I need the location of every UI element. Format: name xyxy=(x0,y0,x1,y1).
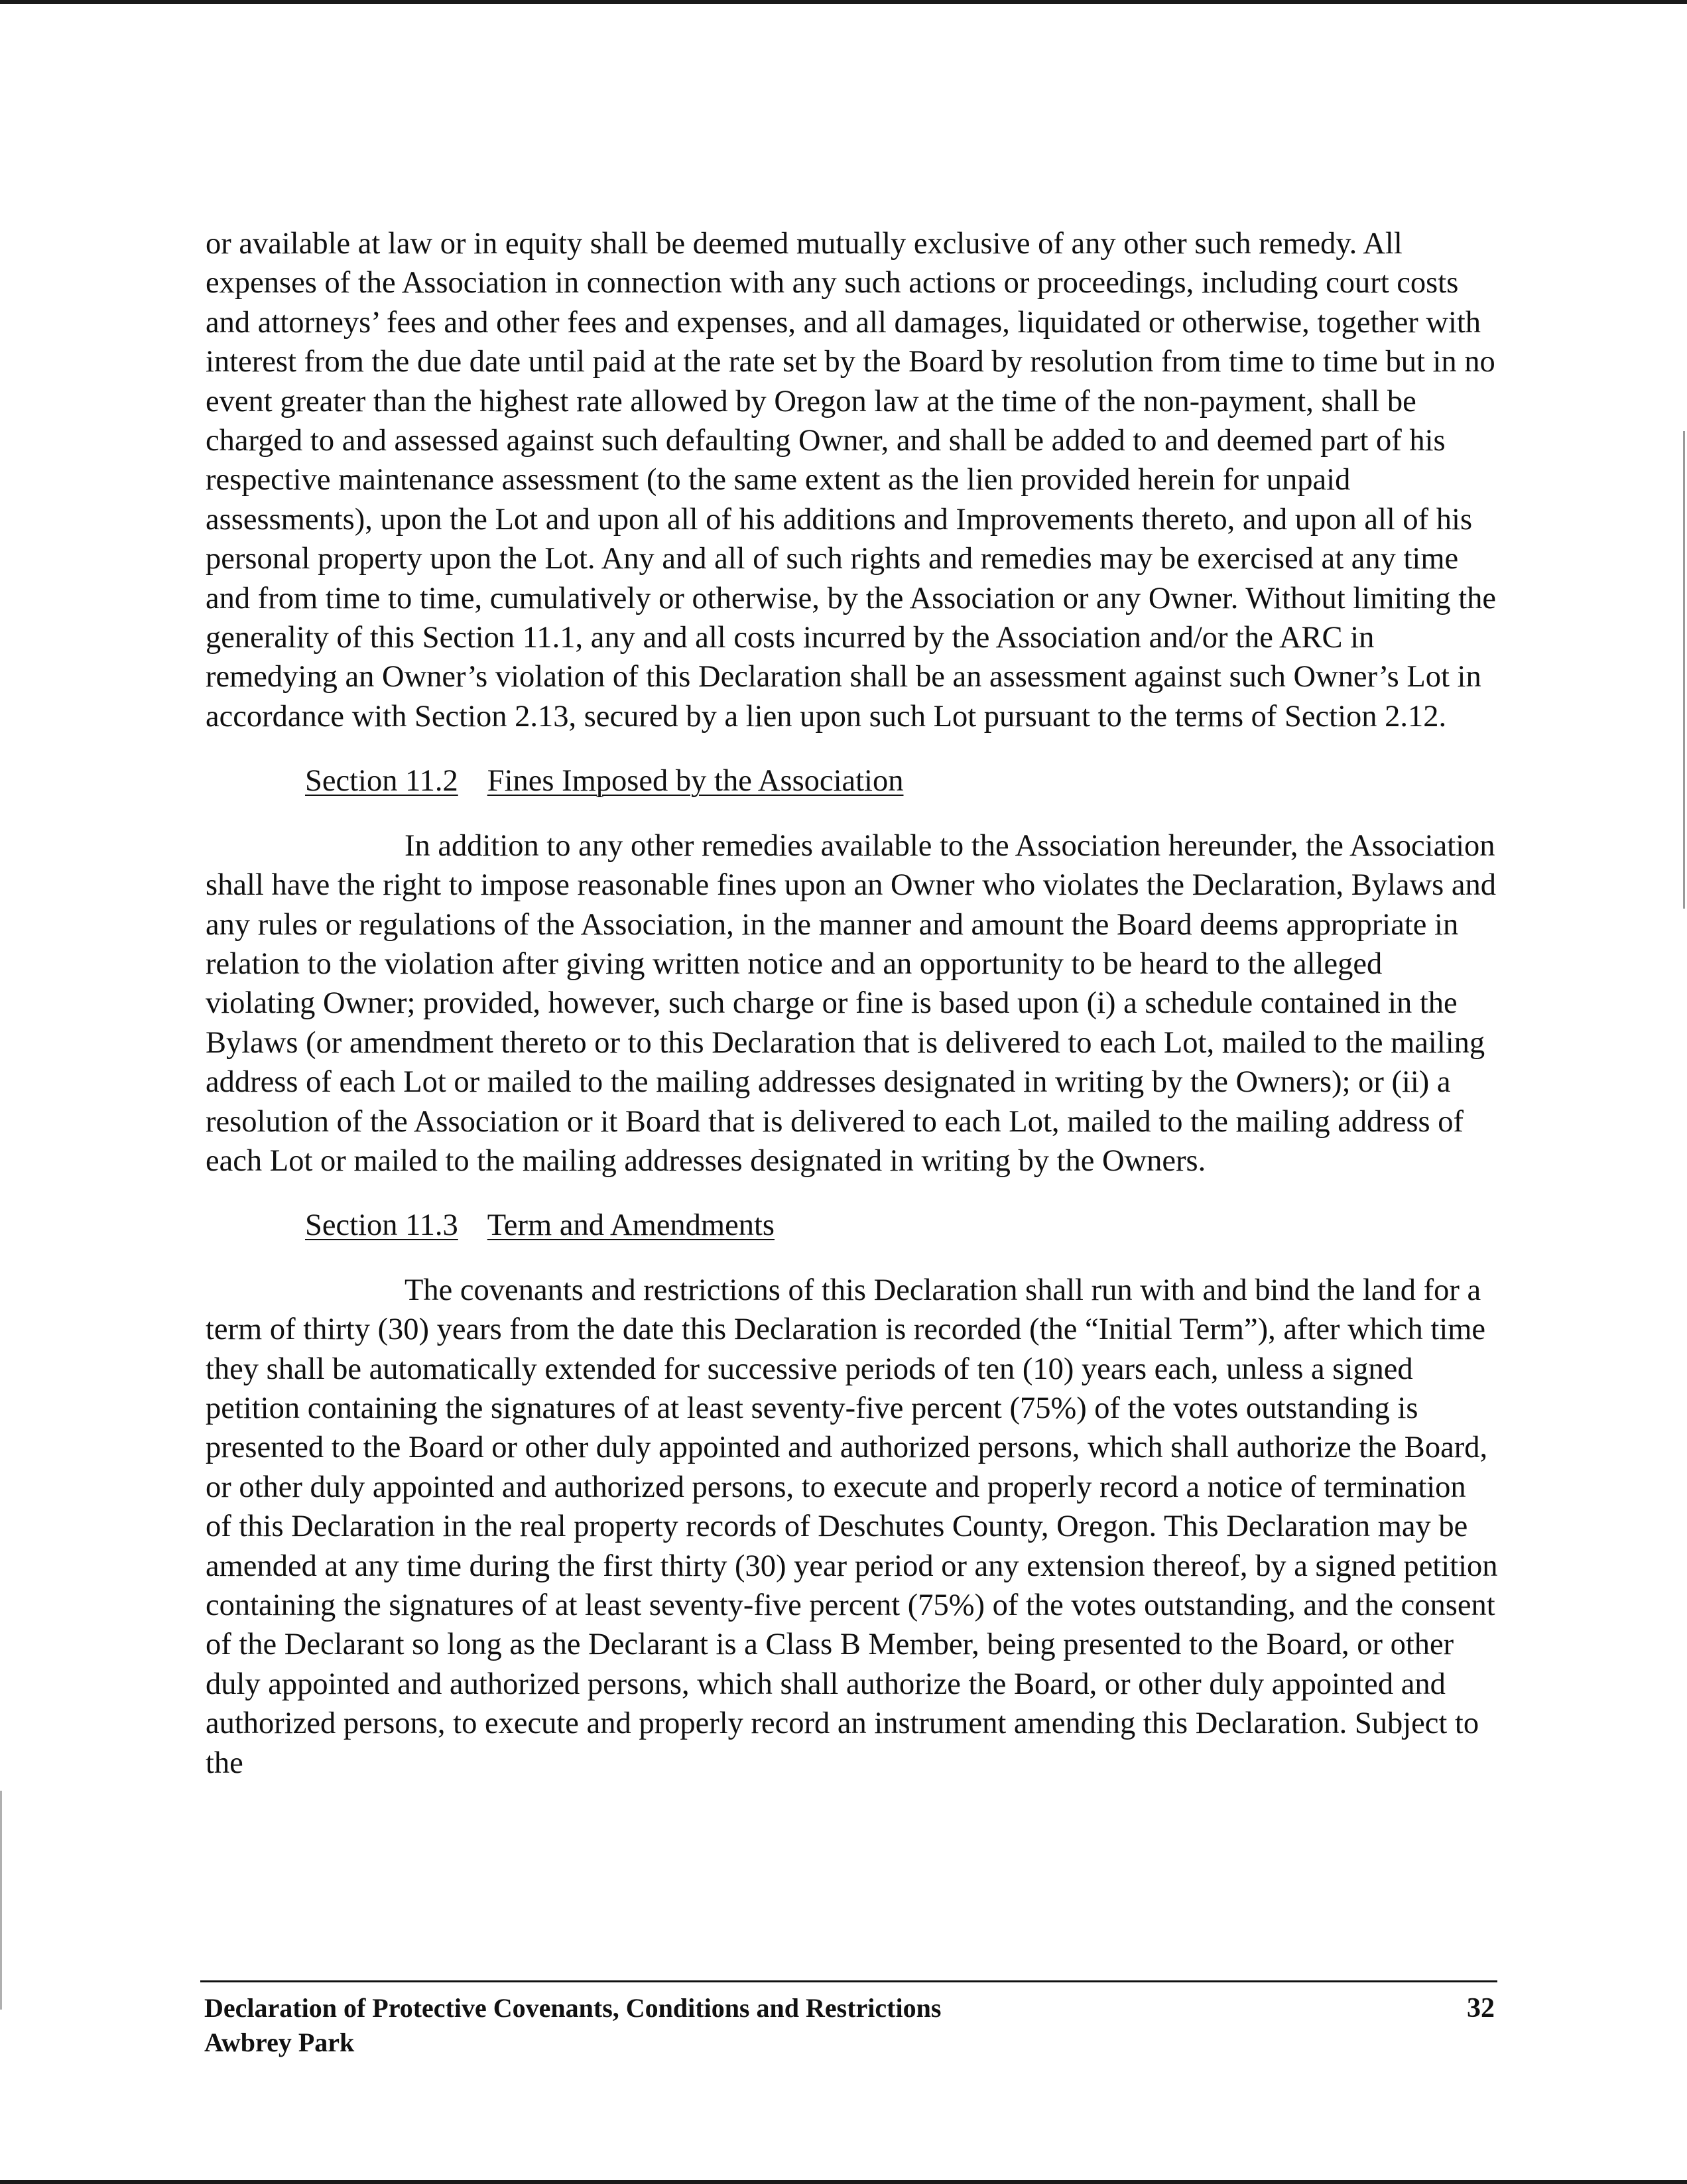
section-heading-11-3 xyxy=(305,1206,1499,1245)
paragraph-term-amendments: The covenants and restrictions of this Declaration shall run with and bind the land for a term of thirty (30) years from the date this Declaration is recorded (the “Initial Term”), after which time they shall be automatically extended for successive periods of ten (10) years each, unless a signed petition containing the signatures of at least seventy-five percent (75%) of the votes outstanding is presented to the Board or other duly appointed and authorized persons, which shall authorize the Board, or other duly appointed and authorized persons, to execute and properly record a notice of termination of this Declaration in the real property records of Deschutes County, Oregon. This Declaration may be amended at any time during the first thirty (30) year period or any extension thereof, by a signed petition containing the signatures of at least seventy-five percent (75%) of the votes outstanding, and the consent of the Declarant so long as the Declarant is a Class B Member, being presented to the Board, or other duly appointed and authorized persons, which shall authorize the Board, or other duly appointed and authorized persons, to execute and properly record an instrument amending this Declaration. Subject to the xyxy=(206,1273,1498,1780)
paragraph-fines: In addition to any other remedies available to the Association hereunder, the Association shall have the right to impose reasonable fines upon an Owner who violates the Declaration, Bylaws and any rules or regulations of the Association, in the manner and amount the Board deems appropriate in relation to the violation after giving written notice and an opportunity to be heard to the alleged violating Owner; provided, however, such charge or fine is based upon (i) a schedule contained in the Bylaws (or amendment thereto or to this Declaration that is delivered to each Lot, mailed to the mailing address of each Lot or mailed to the mailing addresses designated in writing by the Owners); or (ii) a resolution of the Association or it Board that is delivered to each Lot, mailed to the mailing address of each Lot or mailed to the mailing addresses designated in writing by the Owners. xyxy=(206,828,1497,1178)
page-footer xyxy=(204,1991,1497,2060)
page-body xyxy=(206,224,1499,1783)
scan-edge-bottom xyxy=(0,2180,1687,2184)
section-number: Section 11.3 xyxy=(305,1208,458,1243)
scan-edge-top xyxy=(0,0,1687,4)
section-heading-11-2 xyxy=(305,761,1499,801)
section-title: Term and Amendments xyxy=(487,1208,775,1243)
footer-document-title: Declaration of Protective Covenants, Conditions and Restrictions xyxy=(204,1993,942,2023)
scan-artifact-left xyxy=(0,1791,2,2010)
section-number: Section 11.2 xyxy=(305,764,458,799)
paragraph-remedies-continued: or available at law or in equity shall be deemed mutually exclusive of any other such remedy. All expenses of the Association in connection with any such actions or proceedings, including court costs and attorneys’ fees and other fees and expenses, and all damages, liquidated or otherwise, together with interest from the due date until paid at the rate set by the Board by resolution from time to time but in no event greater than the highest rate allowed by Oregon law at the time of the non-payment, shall be charged to and assessed against such defaulting Owner, and shall be added to and deemed part of his respective maintenance assessment (to the same extent as the lien provided herein for unpaid assessments), upon the Lot and upon all of his additions and Improvements thereto, and upon all of his personal property upon the Lot. Any and all of such rights and remedies may be exercised at any time and from time to time, cumulatively or otherwise, by the Association or any Owner. Without limiting the generality of this Section 11.1, any and all costs incurred by the Association and/or the ARC in remedying an Owner’s violation of this Declaration shall be an assessment against such Owner’s Lot in accordance with Section 2.13, secured by a lien upon such Lot pursuant to the terms of Section 2.12. xyxy=(206,227,1497,734)
section-title: Fines Imposed by the Association xyxy=(487,764,904,799)
footer-project-name: Awbrey Park xyxy=(204,2027,355,2057)
page-number: 32 xyxy=(1467,1993,1495,2023)
scan-artifact-right xyxy=(1683,431,1685,909)
footer-divider xyxy=(200,1980,1497,1982)
